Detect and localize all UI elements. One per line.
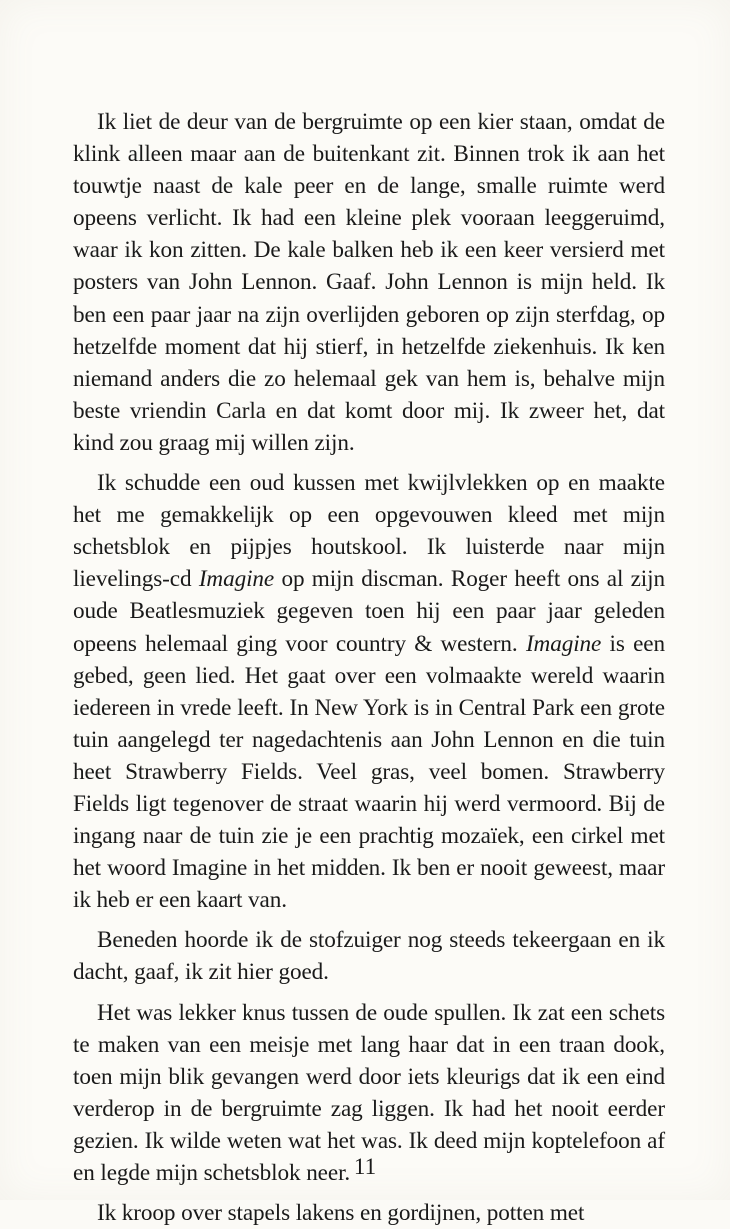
paragraph: Ik liet de deur van de bergruimte op een kier staan, omdat de klink alleen maar aan de buitenkant zit. Binnen trok ik aan het touwtje naast de kale peer en de lange, smalle ruimte werd opeens verlicht. Ik had een kleine plek vooraan leeggeruimd, waar ik kon zitten. De kale balken heb ik een keer versierd met posters van John Lennon. Gaaf. John Lennon is mijn held. Ik ben een paar jaar na zijn overlijden geboren op zijn sterfdag, op hetzelfde moment dat hij stierf, in hetzelfde ziekenhuis. Ik ken niemand anders die zo helemaal gek van hem is, behalve mijn beste vriendin Carla en dat komt door mij. Ik zweer het, dat kind zou graag mij willen zijn. — [73, 109, 665, 456]
body-text — [73, 106, 665, 1229]
paragraph: Ik kroop over stapels lakens en gordijnen, potten met — [97, 1200, 585, 1227]
paragraph: Ik schudde een oud kussen met kwijlvlekken op en maakte het me gemakkelijk op een opgevouwen kleed met mijn schetsblok en pijpjes houtskool. Ik luisterde naar mijn lievelings-cd Imagine op mijn discman. Roger heeft ons al zijn oude Beatlesmuziek gegeven toen hij een paar jaar geleden opeens helemaal ging voor country & western. Imagine is een gebed, geen lied. Het gaat over een volmaakte wereld waarin iedereen in vrede leeft. In New York is in Central Park een grote tuin aangelegd ter nagedachtenis aan John Lennon en die tuin heet Strawberry Fields. Veel gras, veel bomen. Strawberry Fields ligt tegenover de straat waarin hij werd vermoord. Bij de ingang naar de tuin zie je een prachtig mozaïek, een cirkel met het woord Imagine in het midden. Ik ben er nooit geweest, maar ik heb er een kaart van. — [73, 470, 665, 914]
paragraph: Beneden hoorde ik de stofzuiger nog steeds tekeergaan en ik dacht, gaaf, ik zit hier goed. — [73, 927, 665, 986]
paragraph: Het was lekker knus tussen de oude spullen. Ik zat een schets te maken van een meisje met lang haar dat in een traan dook, toen mijn blik gevangen werd door iets kleurigs dat ik een eind verderop in de bergruimte zag liggen. Ik had het nooit eerder gezien. Ik wilde weten wat het was. Ik deed mijn koptelefoon af en legde mijn schetsblok neer. — [73, 999, 665, 1186]
page-number: 11 — [353, 1154, 377, 1179]
